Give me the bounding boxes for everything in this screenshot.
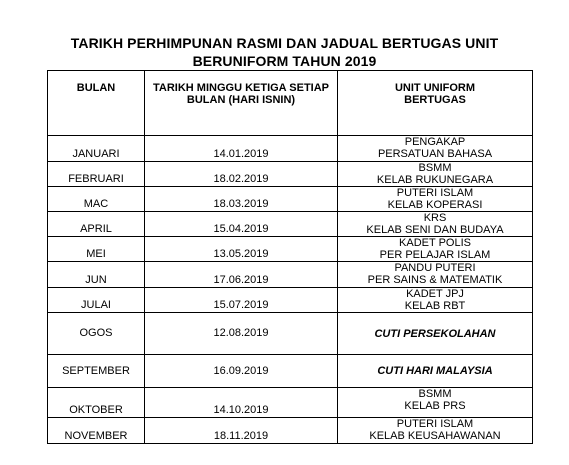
cell-bulan: JUN (48, 262, 145, 288)
table-row (48, 162, 533, 187)
cell-bulan: NOVEMBER (48, 418, 145, 444)
cell-unit (338, 237, 533, 262)
header-unit: UNIT UNIFORM BERTUGAS (338, 71, 533, 136)
unit-line-1: CUTI HARI MALAYSIA (377, 365, 493, 377)
table-row (48, 388, 533, 418)
unit-line-1: CUTI PERSEKOLAHAN (374, 327, 496, 340)
unit-line-2: PERSATUAN BAHASA (377, 148, 493, 160)
cell-bulan: JULAI (48, 288, 145, 313)
cell-tarikh: 18.02.2019 (145, 162, 338, 187)
cell-tarikh: 14.01.2019 (145, 136, 338, 162)
cell-tarikh: 15.04.2019 (145, 212, 338, 237)
table-row (48, 187, 533, 212)
table-row (48, 237, 533, 262)
unit-line-1: PENGAKAP (404, 136, 466, 148)
cell-unit (338, 262, 533, 288)
unit-line-1: PUTERI ISLAM (396, 187, 474, 199)
cell-bulan: FEBRUARI (48, 162, 145, 187)
cell-unit (338, 212, 533, 237)
cell-bulan: OGOS (48, 313, 145, 355)
unit-line-1: KADET POLIS (399, 237, 471, 249)
page-title-line1: TARIKH PERHIMPUNAN RASMI DAN JADUAL BERTUGAS UNIT (70, 35, 499, 51)
cell-bulan: SEPTEMBER (48, 355, 145, 388)
cell-tarikh: 17.06.2019 (145, 262, 338, 288)
unit-line-1: KRS (423, 212, 447, 224)
unit-line-2: PER SAINS & MATEMATIK (367, 274, 503, 286)
cell-unit (338, 187, 533, 212)
unit-line-2: KELAB KEUSAHAWANAN (369, 430, 501, 442)
unit-line-2: PER PELAJAR ISLAM (379, 249, 491, 261)
cell-unit (338, 388, 533, 418)
table-row (48, 212, 533, 237)
unit-line-1: BSMM (418, 388, 452, 400)
header-tarikh: TARIKH MINGGU KETIGA SETIAP BULAN (HARI ISNIN) (145, 71, 338, 136)
cell-unit (338, 355, 533, 388)
cell-unit (338, 418, 533, 444)
table-row (48, 313, 533, 355)
cell-bulan: MEI (48, 237, 145, 262)
cell-unit (338, 288, 533, 313)
table-row (48, 288, 533, 313)
cell-unit (338, 162, 533, 187)
unit-line-1: KADET JPJ (406, 288, 464, 300)
cell-bulan: JANUARI (48, 136, 145, 162)
unit-line-1: PUTERI ISLAM (396, 418, 474, 430)
unit-line-2: KELAB RUKUNEGARA (376, 174, 494, 186)
cell-tarikh: 18.11.2019 (145, 418, 338, 444)
cell-tarikh: 15.07.2019 (145, 288, 338, 313)
cell-tarikh: 14.10.2019 (145, 388, 338, 418)
cell-tarikh: 12.08.2019 (145, 313, 338, 355)
table-row (48, 136, 533, 162)
table-row (48, 262, 533, 288)
page-title-line2: BERUNIFORM TAHUN 2019 (192, 53, 377, 69)
header-bulan: BULAN (48, 71, 145, 136)
cell-unit (338, 136, 533, 162)
table-row (48, 418, 533, 444)
header-row (48, 71, 533, 136)
cell-tarikh: 18.03.2019 (145, 187, 338, 212)
unit-line-2: KELAB PRS (404, 400, 466, 412)
cell-bulan: APRIL (48, 212, 145, 237)
cell-bulan: OKTOBER (48, 388, 145, 418)
unit-line-2: KELAB SENI DAN BUDAYA (366, 224, 504, 236)
unit-line-2: KELAB RBT (404, 300, 466, 312)
cell-unit (338, 313, 533, 355)
unit-line-1: BSMM (418, 162, 452, 174)
cell-tarikh: 13.05.2019 (145, 237, 338, 262)
cell-tarikh: 16.09.2019 (145, 355, 338, 388)
unit-line-1: PANDU PUTERI (394, 262, 476, 274)
unit-line-2: KELAB KOPERASI (387, 199, 483, 211)
table-row (48, 355, 533, 388)
cell-bulan: MAC (48, 187, 145, 212)
schedule-table (47, 70, 533, 444)
